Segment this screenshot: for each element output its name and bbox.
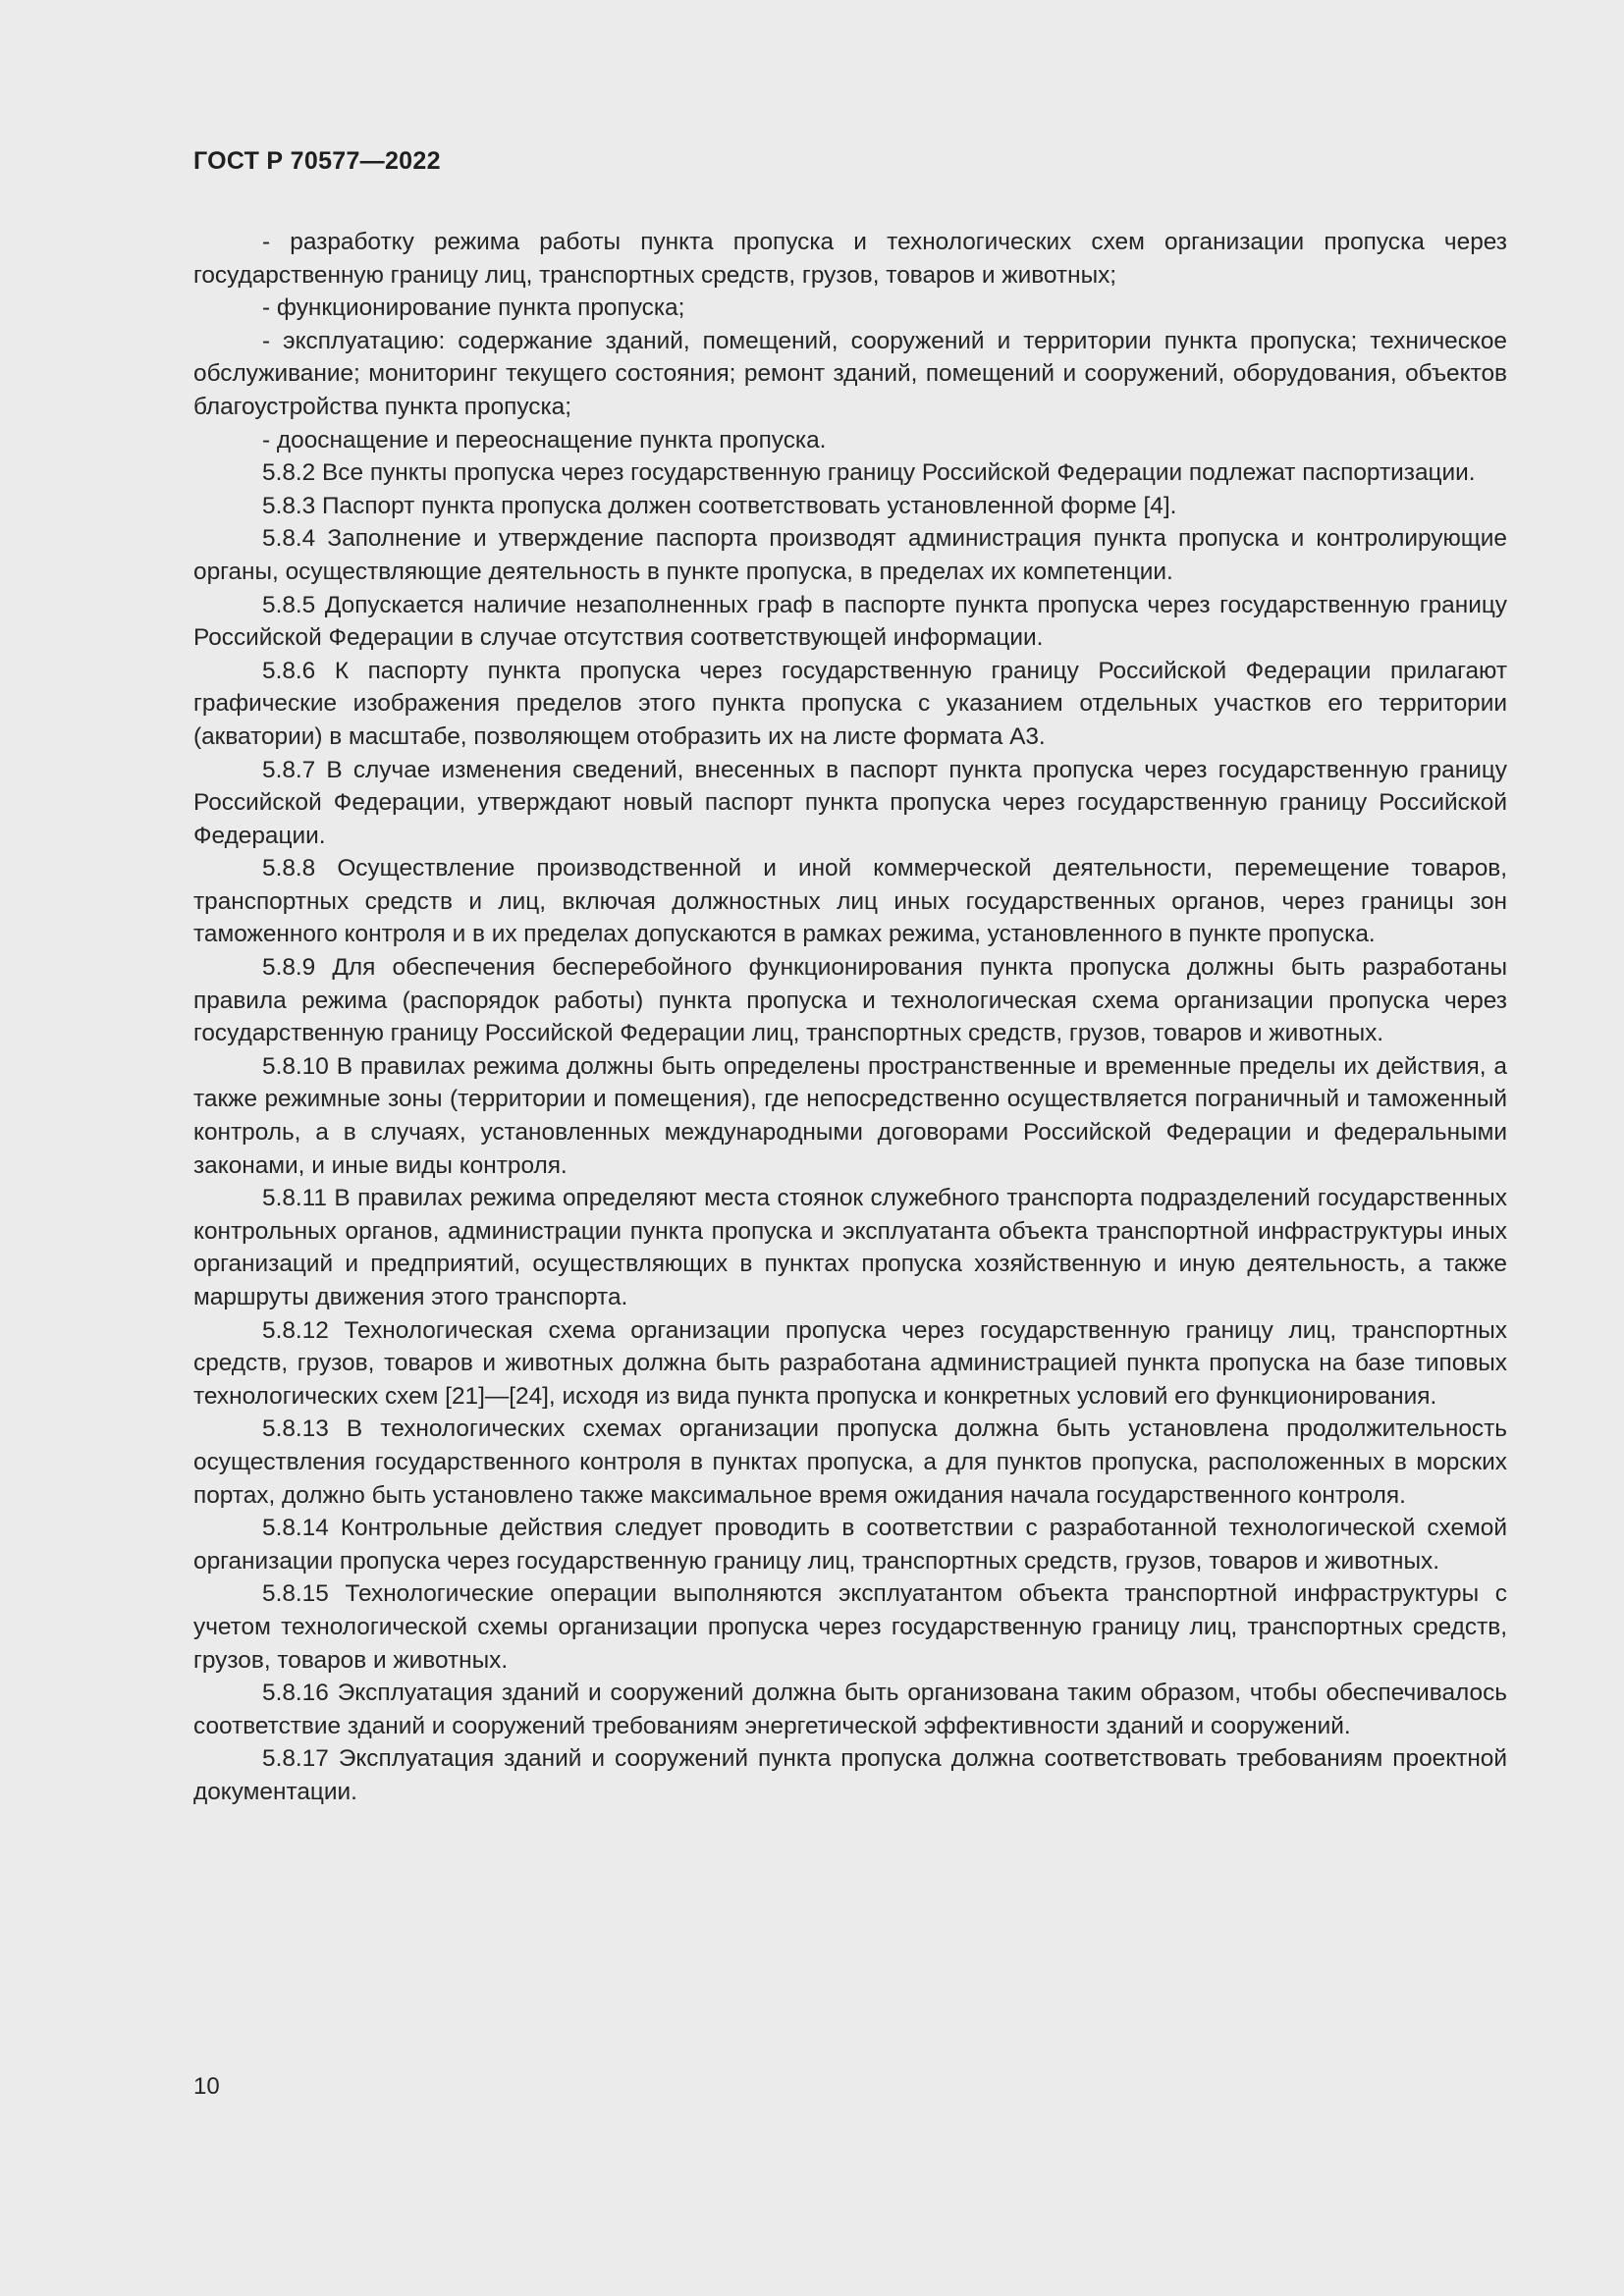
list-item-development: - разработку режима работы пункта пропуска и технологических схем организации пропуска через государственную границу лиц, транспортных средств, грузов, товаров и животных; — [193, 229, 1507, 289]
paragraph-5-8-16: 5.8.16 Эксплуатация зданий и сооружений должна быть организована таким образом, чтобы обеспечивалось соответствие зданий и сооружений требованиям энергетической эффективности зданий и сооружений. — [193, 1680, 1507, 1739]
page-number: 10 — [193, 2073, 220, 2100]
paragraph-5-8-8: 5.8.8 Осуществление производственной и иной коммерческой деятельности, перемещение товаров, транспортных средств и лиц, включая должностных лиц иных государственных органов, через границы зон таможенного контроля и в их пределах допускаются в рамках режима, установленного в пункте пропуска. — [193, 855, 1507, 948]
paragraph-5-8-3: 5.8.3 Паспорт пункта пропуска должен соответствовать установленной форме [4]. — [262, 492, 1177, 519]
paragraph-5-8-2: 5.8.2 Все пункты пропуска через государственную границу Российской Федерации подлежат паспортизации. — [262, 459, 1476, 487]
paragraph-5-8-6: 5.8.6 К паспорту пункта пропуска через государственную границу Российской Федерации прилагают графические изображения пределов этого пункта пропуска с указанием отдельных участков его территории (акватории) в масштабе, позволяющем отобразить их на листе формата А3. — [193, 657, 1507, 750]
list-item-functioning: - функционирование пункта пропуска; — [262, 294, 685, 322]
document-body — [193, 226, 1507, 1809]
paragraph-5-8-9: 5.8.9 Для обеспечения бесперебойного функционирования пункта пропуска должны быть разработаны правила режима (распорядок работы) пункта пропуска и технологическая схема организации пропуска через государственную границу Российской Федерации лиц, транспортных средств, грузов, товаров и животных. — [193, 954, 1507, 1047]
paragraph-5-8-5: 5.8.5 Допускается наличие незаполненных граф в паспорте пункта пропуска через государственную границу Российской Федерации в случае отсутствия соответствующей информации. — [193, 591, 1507, 652]
document-code-header: ГОСТ Р 70577—2022 — [193, 147, 441, 175]
list-item-operation: - эксплуатацию: содержание зданий, помещений, сооружений и территории пункта пропуска; техническое обслуживание; мониторинг текущего состояния; ремонт зданий, помещений и сооружений, оборудования, объектов благоустройства пункта пропуска; — [193, 327, 1507, 420]
paragraph-5-8-11: 5.8.11 В правилах режима определяют места стоянок служебного транспорта подразделений государственных контрольных органов, администрации пункта пропуска и эксплуатанта объекта транспортной инфраструктуры иных организаций и предприятий, осуществляющих в пунктах пропуска хозяйственную и иную деятельность, а также маршруты движения этого транспорта. — [193, 1185, 1507, 1310]
paragraph-5-8-10: 5.8.10 В правилах режима должны быть определены пространственные и временные пределы их действия, а также режимные зоны (территории и помещения), где непосредственно осуществляется пограничный и таможенный контроль, а в случаях, установленных международными договорами Российской Федерации и федеральными законами, и иные виды контроля. — [193, 1052, 1507, 1179]
paragraph-5-8-4: 5.8.4 Заполнение и утверждение паспорта производят администрация пункта пропуска и контролирующие органы, осуществляющие деятельность в пункте пропуска, в пределах их компетенции. — [193, 525, 1507, 585]
paragraph-5-8-7: 5.8.7 В случае изменения сведений, внесенных в паспорт пункта пропуска через государственную границу Российской Федерации, утверждают новый паспорт пункта пропуска через государственную границу Российской Федерации. — [193, 756, 1507, 849]
paragraph-5-8-17: 5.8.17 Эксплуатация зданий и сооружений пункта пропуска должна соответствовать требованиям проектной документации. — [193, 1745, 1507, 1805]
paragraph-5-8-12: 5.8.12 Технологическая схема организации пропуска через государственную границу лиц, транспортных средств, грузов, товаров и животных должна быть разработана администрацией пункта пропуска на базе типовых технологических схем [21]—[24], исходя из вида пункта пропуска и конкретных условий его функционирования. — [193, 1316, 1507, 1410]
list-item-reequipment: - дооснащение и переоснащение пункта пропуска. — [262, 426, 827, 454]
paragraph-5-8-15: 5.8.15 Технологические операции выполняются эксплуатантом объекта транспортной инфраструктуры с учетом технологической схемы организации пропуска через государственную границу лиц, транспортных средств, грузов, товаров и животных. — [193, 1580, 1507, 1674]
paragraph-5-8-13: 5.8.13 В технологических схемах организации пропуска должна быть установлена продолжительность осуществления государственного контроля в пунктах пропуска, а для пунктов пропуска, расположенных в морских портах, должно быть установлено также максимальное время ожидания начала государственного контроля. — [193, 1415, 1507, 1509]
paragraph-5-8-14: 5.8.14 Контрольные действия следует проводить в соответствии с разработанной технологической схемой организации пропуска через государственную границу лиц, транспортных средств, грузов, товаров и животных. — [193, 1515, 1507, 1575]
